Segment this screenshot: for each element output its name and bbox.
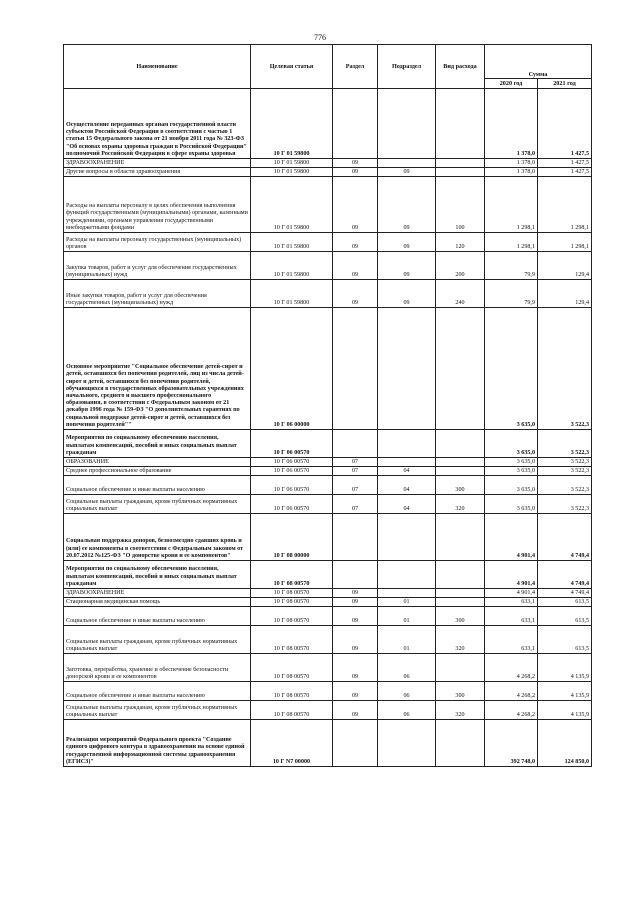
row-sum-2021: 4 135,9 xyxy=(538,654,592,682)
row-subsection xyxy=(378,514,436,561)
row-subsection: 06 xyxy=(378,654,436,682)
row-sum-2021: 129,4 xyxy=(538,252,592,280)
row-name: Социальные выплаты гражданам, кроме публичных нормативных социальных выплат xyxy=(64,701,251,720)
row-subsection: 01 xyxy=(378,607,436,626)
row-expense-type xyxy=(436,89,485,159)
row-sum-2021: 613,5 xyxy=(538,626,592,654)
row-name: Осуществление переданных органам государственной власти субъектов Российской Федерации в соответствии с частью 1 статьи 15 Федерального закона от 21 ноября 2011 года № 323-ФЗ "Об основах охраны здоровья граждан в Российской Федерации" полномочий Российской Федерации в сфере охраны здоровья xyxy=(64,89,251,159)
row-name: Расходы на выплаты персоналу в целях обеспечения выполнения функций государственными (муниципальными) органами, казенными учреждениями, органами управления государственными внебюджетными фондами xyxy=(64,177,251,233)
table-row xyxy=(64,626,592,654)
header-section: Раздел xyxy=(333,45,378,89)
row-target: 10 Г 01 59800 xyxy=(251,252,333,280)
row-name: ОБРАЗОВАНИЕ xyxy=(64,458,251,467)
row-name: ЗДРАВООХРАНЕНИЕ xyxy=(64,589,251,598)
row-name: Расходы на выплаты персоналу государственных (муниципальных) органов xyxy=(64,233,251,252)
table-row xyxy=(64,598,592,607)
row-name: Социальное обеспечение и иные выплаты населению xyxy=(64,607,251,626)
table-row xyxy=(64,514,592,561)
row-section: 09 xyxy=(333,654,378,682)
row-sum-2021: 1 427,5 xyxy=(538,89,592,159)
row-subsection xyxy=(378,720,436,767)
table-row xyxy=(64,561,592,589)
row-subsection xyxy=(378,589,436,598)
table-row xyxy=(64,308,592,430)
row-sum-2021: 4 135,9 xyxy=(538,682,592,701)
row-sum-2021: 4 749,4 xyxy=(538,514,592,561)
row-section: 09 xyxy=(333,607,378,626)
row-name: Социальные выплаты гражданам, кроме публичных нормативных социальных выплат xyxy=(64,495,251,514)
row-sum-2021: 3 522,3 xyxy=(538,476,592,495)
row-section: 09 xyxy=(333,598,378,607)
row-name: ЗДРАВООХРАНЕНИЕ xyxy=(64,159,251,168)
header-year-2021: 2021 год xyxy=(538,79,592,89)
row-name: Мероприятия по социальному обеспечению населения, выплатам компенсаций, пособий и иных социальных выплат гражданам xyxy=(64,561,251,589)
row-target: 10 Г 08 00570 xyxy=(251,589,333,598)
row-subsection: 09 xyxy=(378,233,436,252)
row-target: 10 Г 06 00570 xyxy=(251,467,333,476)
row-subsection xyxy=(378,89,436,159)
row-subsection: 06 xyxy=(378,682,436,701)
row-sum-2021: 3 522,3 xyxy=(538,308,592,430)
row-sum-2020: 4 901,4 xyxy=(485,514,538,561)
row-sum-2020: 4 901,4 xyxy=(485,589,538,598)
row-sum-2020: 633,1 xyxy=(485,607,538,626)
row-expense-type xyxy=(436,598,485,607)
row-sum-2020: 4 268,2 xyxy=(485,654,538,682)
table-row xyxy=(64,252,592,280)
row-target: 10 Г 08 00570 xyxy=(251,626,333,654)
row-sum-2021: 4 135,9 xyxy=(538,701,592,720)
row-expense-type: 320 xyxy=(436,495,485,514)
header-year-2020: 2020 год xyxy=(485,79,538,89)
row-section: 07 xyxy=(333,476,378,495)
row-expense-type: 100 xyxy=(436,177,485,233)
header-expense-type: Вид расхода xyxy=(436,45,485,89)
row-subsection xyxy=(378,430,436,458)
row-section xyxy=(333,89,378,159)
row-section: 07 xyxy=(333,495,378,514)
row-name: Социальное обеспечение и иные выплаты населению xyxy=(64,476,251,495)
row-name: Реализация мероприятий Федерального проекта "Создание единого цифрового контура в здравоохранении на основе единой государственной информационной системы здравоохранения (ЕГИСЗ)" xyxy=(64,720,251,767)
table-row xyxy=(64,168,592,177)
row-sum-2021: 613,5 xyxy=(538,598,592,607)
row-sum-2020: 1 378,0 xyxy=(485,168,538,177)
row-section xyxy=(333,561,378,589)
table-row xyxy=(64,177,592,233)
row-target: 10 Г 08 00570 xyxy=(251,598,333,607)
row-section: 09 xyxy=(333,159,378,168)
row-subsection: 09 xyxy=(378,177,436,233)
row-expense-type xyxy=(436,458,485,467)
row-expense-type xyxy=(436,308,485,430)
table-row xyxy=(64,495,592,514)
table-row xyxy=(64,682,592,701)
row-expense-type: 120 xyxy=(436,233,485,252)
row-sum-2021: 1 298,1 xyxy=(538,233,592,252)
row-section: 07 xyxy=(333,467,378,476)
row-subsection: 01 xyxy=(378,626,436,654)
row-name: Основное мероприятие "Социальное обеспечение детей-сирот и детей, оставшихся без попечения родителей, лиц из числа детей-сирот и детей, оставшихся без попечения родителей, обучающихся в государственных образовательных учреждениях начального, среднего и высшего профессионального образования, в соответствии с Федеральным законом от 21 декабря 1996 года № 159-ФЗ "О дополнительных гарантиях по социальной поддержке детей-сирот и детей, оставшихся без попечения родителей"" xyxy=(64,308,251,430)
row-expense-type xyxy=(436,430,485,458)
row-sum-2021: 4 749,4 xyxy=(538,589,592,598)
row-expense-type xyxy=(436,654,485,682)
row-name: Социальное обеспечение и иные выплаты населению xyxy=(64,682,251,701)
row-sum-2020: 4 901,4 xyxy=(485,561,538,589)
row-target: 10 Г 06 00570 xyxy=(251,430,333,458)
row-subsection: 09 xyxy=(378,252,436,280)
header-subsection: Подраздел xyxy=(378,45,436,89)
row-subsection: 01 xyxy=(378,598,436,607)
header-name: Наименование xyxy=(64,45,251,89)
row-sum-2020: 392 748,0 xyxy=(485,720,538,767)
row-expense-type: 240 xyxy=(436,280,485,308)
row-expense-type xyxy=(436,467,485,476)
row-target: 10 Г 01 59800 xyxy=(251,168,333,177)
row-sum-2020: 79,9 xyxy=(485,280,538,308)
row-section: 09 xyxy=(333,168,378,177)
row-expense-type: 200 xyxy=(436,252,485,280)
row-target: 10 Г N7 00000 xyxy=(251,720,333,767)
row-target: 10 Г 08 00570 xyxy=(251,561,333,589)
row-sum-2020: 633,1 xyxy=(485,598,538,607)
table-header xyxy=(64,45,592,89)
row-name: Иные закупки товаров, работ и услуг для обеспечения государственных (муниципальных) нужд xyxy=(64,280,251,308)
row-subsection: 09 xyxy=(378,168,436,177)
row-target: 10 Г 01 59800 xyxy=(251,89,333,159)
row-expense-type xyxy=(436,159,485,168)
row-target: 10 Г 08 00570 xyxy=(251,607,333,626)
row-subsection: 04 xyxy=(378,467,436,476)
row-target: 10 Г 06 00570 xyxy=(251,476,333,495)
row-sum-2021: 1 427,5 xyxy=(538,159,592,168)
row-section: 07 xyxy=(333,458,378,467)
table-row xyxy=(64,701,592,720)
table-row xyxy=(64,607,592,626)
table-row xyxy=(64,458,592,467)
row-sum-2020: 3 635,0 xyxy=(485,308,538,430)
table-row xyxy=(64,654,592,682)
row-name: Стационарная медицинская помощь xyxy=(64,598,251,607)
page-number: 776 xyxy=(314,33,326,42)
table-row xyxy=(64,233,592,252)
row-expense-type: 300 xyxy=(436,476,485,495)
row-section: 09 xyxy=(333,280,378,308)
row-subsection xyxy=(378,458,436,467)
row-sum-2021: 1 298,1 xyxy=(538,177,592,233)
header-sum: Сумма xyxy=(485,45,592,79)
table-row xyxy=(64,476,592,495)
row-target: 10 Г 06 00570 xyxy=(251,495,333,514)
row-sum-2020: 1 298,1 xyxy=(485,177,538,233)
row-name: Мероприятия по социальному обеспечению населения, выплатам компенсаций, пособий и иных социальных выплат гражданам xyxy=(64,430,251,458)
row-expense-type xyxy=(436,720,485,767)
table-row xyxy=(64,89,592,159)
row-section: 09 xyxy=(333,626,378,654)
row-expense-type xyxy=(436,168,485,177)
row-target: 10 Г 08 00570 xyxy=(251,701,333,720)
row-name: Среднее профессиональное образование xyxy=(64,467,251,476)
row-sum-2021: 129,4 xyxy=(538,280,592,308)
row-sum-2020: 79,9 xyxy=(485,252,538,280)
row-target: 10 Г 01 59800 xyxy=(251,177,333,233)
table-row xyxy=(64,720,592,767)
row-sum-2021: 3 522,3 xyxy=(538,495,592,514)
row-sum-2021: 613,5 xyxy=(538,607,592,626)
row-name: Социальная поддержка доноров, безвозмездно сдавших кровь и (или) ее компоненты в соответствии с Федеральным законом от 20.07.2012 №125-ФЗ "О донорстве крови и ее компонентов" xyxy=(64,514,251,561)
row-sum-2021: 3 522,3 xyxy=(538,467,592,476)
row-target: 10 Г 08 00570 xyxy=(251,682,333,701)
row-target: 10 Г 06 00000 xyxy=(251,308,333,430)
row-target: 10 Г 08 00000 xyxy=(251,514,333,561)
row-sum-2021: 124 850,0 xyxy=(538,720,592,767)
row-section: 09 xyxy=(333,233,378,252)
row-name: Другие вопросы в области здравоохранения xyxy=(64,168,251,177)
row-sum-2020: 3 635,0 xyxy=(485,476,538,495)
row-sum-2020: 633,1 xyxy=(485,626,538,654)
row-section: 09 xyxy=(333,589,378,598)
row-expense-type xyxy=(436,561,485,589)
row-sum-2020: 1 298,1 xyxy=(485,233,538,252)
row-name: Закупка товаров, работ и услуг для обеспечения государственных (муниципальных) нужд xyxy=(64,252,251,280)
row-target: 10 Г 01 59800 xyxy=(251,280,333,308)
row-sum-2020: 1 378,0 xyxy=(485,89,538,159)
table-row xyxy=(64,280,592,308)
table-row xyxy=(64,467,592,476)
row-sum-2020: 3 635,0 xyxy=(485,430,538,458)
row-expense-type: 320 xyxy=(436,701,485,720)
row-expense-type: 320 xyxy=(436,626,485,654)
row-section xyxy=(333,430,378,458)
row-expense-type xyxy=(436,589,485,598)
row-sum-2021: 4 749,4 xyxy=(538,561,592,589)
row-sum-2021: 1 427,5 xyxy=(538,168,592,177)
row-target: 10 Г 08 00570 xyxy=(251,654,333,682)
row-target: 10 Г 01 59800 xyxy=(251,233,333,252)
budget-table xyxy=(63,44,592,767)
row-section: 09 xyxy=(333,701,378,720)
row-sum-2020: 4 268,2 xyxy=(485,701,538,720)
row-name: Социальные выплаты гражданам, кроме публичных нормативных социальных выплат xyxy=(64,626,251,654)
row-expense-type: 300 xyxy=(436,607,485,626)
table-row xyxy=(64,159,592,168)
row-subsection: 04 xyxy=(378,476,436,495)
row-section xyxy=(333,514,378,561)
row-subsection: 04 xyxy=(378,495,436,514)
row-subsection: 06 xyxy=(378,701,436,720)
row-sum-2020: 1 378,0 xyxy=(485,159,538,168)
row-sum-2020: 3 635,0 xyxy=(485,458,538,467)
table-row xyxy=(64,589,592,598)
row-section xyxy=(333,308,378,430)
row-section: 09 xyxy=(333,252,378,280)
table-body xyxy=(64,89,592,767)
row-section xyxy=(333,720,378,767)
row-sum-2021: 3 522,3 xyxy=(538,458,592,467)
row-sum-2020: 3 635,0 xyxy=(485,495,538,514)
row-name: Заготовка, переработка, хранение и обеспечение безопасности донорской крови и ее компонентов xyxy=(64,654,251,682)
row-expense-type xyxy=(436,514,485,561)
row-sum-2021: 3 522,3 xyxy=(538,430,592,458)
table-row xyxy=(64,430,592,458)
row-sum-2020: 3 635,0 xyxy=(485,467,538,476)
row-subsection xyxy=(378,561,436,589)
row-section: 09 xyxy=(333,177,378,233)
row-subsection xyxy=(378,308,436,430)
row-subsection xyxy=(378,159,436,168)
row-expense-type: 300 xyxy=(436,682,485,701)
row-sum-2020: 4 268,2 xyxy=(485,682,538,701)
header-target: Целевая статья xyxy=(251,45,333,89)
row-target: 10 Г 01 59800 xyxy=(251,159,333,168)
row-subsection: 09 xyxy=(378,280,436,308)
row-target: 10 Г 06 00570 xyxy=(251,458,333,467)
row-section: 09 xyxy=(333,682,378,701)
